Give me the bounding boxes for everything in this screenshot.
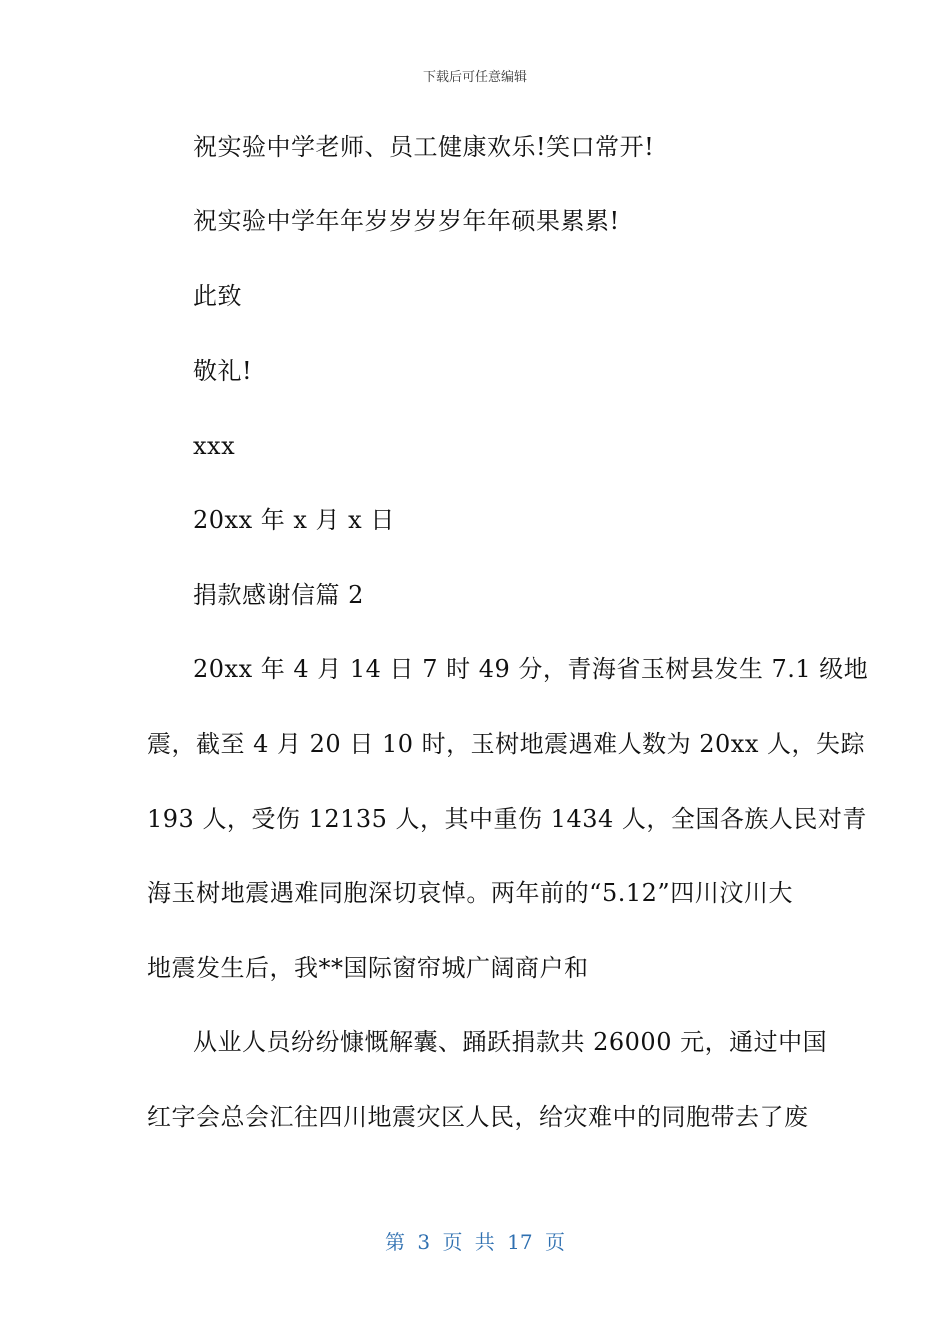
paragraph-line: 敬礼! — [193, 357, 253, 385]
page-number-footer: 第 3 页 共 17 页 — [385, 1230, 565, 1254]
paragraph-line: 震，截至 4 月 20 日 10 时，玉树地震遇难人数为 20xx 人，失踪 — [147, 730, 865, 758]
paragraph-line: 193 人，受伤 12135 人，其中重伤 1434 人，全国各族人民对青 — [147, 805, 867, 833]
header-note: 下载后可任意编辑 — [422, 70, 527, 85]
paragraph-line: 此致 — [193, 282, 242, 310]
paragraph-line: 海玉树地震遇难同胞深切哀悼。两年前的“5.12”四川汶川大 — [147, 879, 793, 907]
paragraph-line: xxx — [193, 432, 236, 460]
paragraph-line: 祝实验中学年年岁岁岁岁年年硕果累累! — [193, 207, 620, 235]
paragraph-line: 红字会总会汇往四川地震灾区人民，给灾难中的同胞带去了废 — [147, 1103, 809, 1131]
paragraph-line: 祝实验中学老师、员工健康欢乐!笑口常开! — [193, 133, 655, 161]
paragraph-line: 20xx 年 x 月 x 日 — [193, 506, 395, 534]
section-heading: 捐款感谢信篇 2 — [193, 581, 364, 609]
paragraph-line: 从业人员纷纷慷慨解囊、踊跃捐款共 26000 元，通过中国 — [193, 1028, 828, 1056]
paragraph-line: 20xx 年 4 月 14 日 7 时 49 分，青海省玉树县发生 7.1 级地 — [193, 655, 869, 683]
paragraph-line: 地震发生后，我**国际窗帘城广阔商户和 — [147, 954, 589, 982]
